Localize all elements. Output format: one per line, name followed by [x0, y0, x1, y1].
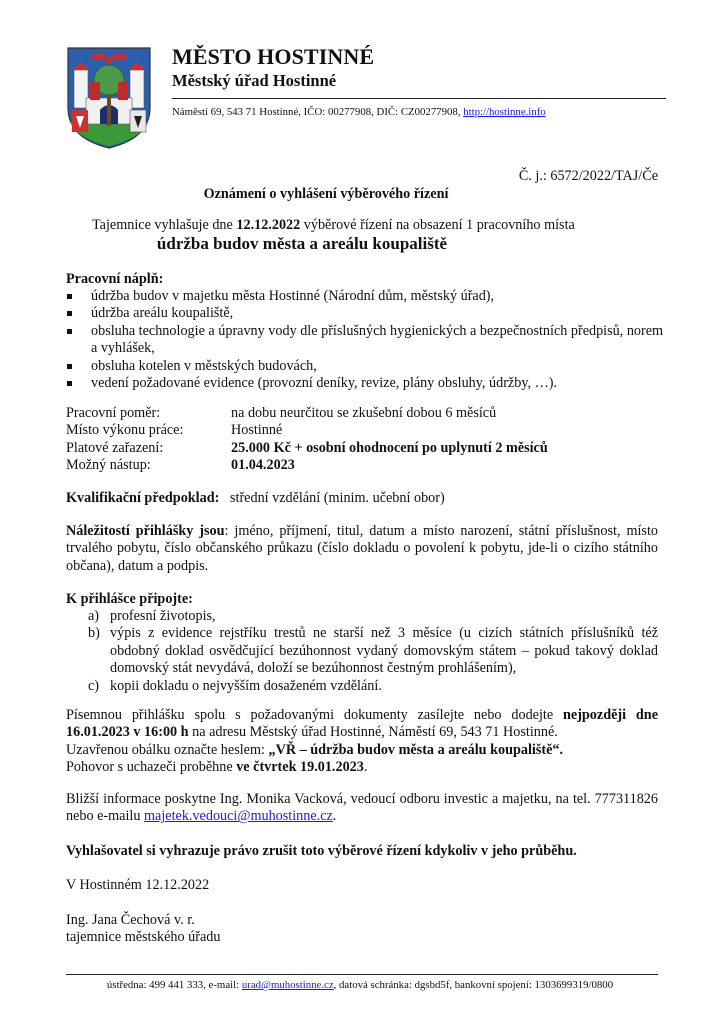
item-marker: b): [88, 625, 100, 642]
text: , datová schránka: dgsbd5f, bankovní spojení: 1303699319/0800: [333, 979, 614, 991]
detail-value: Hostinné: [231, 422, 283, 439]
detail-row: [66, 422, 666, 439]
text: Písemnou přihlášku spolu s požadovanými dokumenty zasílejte nebo dodejte: [66, 707, 563, 723]
interview-date: ve čtvrtek 19.01.2023: [236, 759, 364, 776]
duty-item: údržba budov v majetku města Hostinné (Národní dům, městský úřad),: [66, 288, 666, 305]
contact-text: Bližší informace poskytne Ing. Monika Vacková, vedoucí odboru investic a majetku, na tel. 777311826 nebo e-mailu: [66, 791, 658, 825]
detail-value: na dobu neurčitou se zkušební dobou 6 měsíců: [231, 405, 497, 421]
envelope-password: [66, 742, 658, 759]
announcement-title: Oznámení o vyhlášení výběrového řízení: [203, 186, 449, 202]
item-marker: c): [88, 677, 100, 694]
requirements-label: Náležitostí přihlášky jsou: [66, 523, 225, 539]
duty-item: vedení požadované evidence (provozní deníky, revize, plány obsluhy, údržby, …).: [66, 375, 666, 392]
salary-value: 25.000 Kč + osobní ohodnocení po uplynutí 2 měsíců: [231, 439, 548, 456]
footer-contact: [0, 979, 722, 991]
attachments-list: [88, 608, 658, 695]
interview-info: [66, 759, 658, 776]
qualification: [66, 490, 445, 507]
signatory-name: Ing. Jana Čechová v. r.: [66, 912, 195, 928]
qualification-value: střední vzdělání (minim. učební obor): [229, 490, 445, 506]
signature: [66, 912, 220, 947]
detail-label: Místo výkonu práce:: [66, 422, 184, 439]
attachments-heading: K přihlášce připojte:: [66, 591, 193, 607]
detail-row: [66, 457, 666, 474]
attachment-item: [88, 625, 658, 677]
office-subtitle: Městský úřad Hostinné: [172, 71, 337, 90]
job-details: [66, 405, 666, 475]
text: .: [363, 759, 368, 776]
qualification-label: Kvalifikační předpoklad:: [66, 490, 220, 506]
text: Uzavřenou obálku označte heslem:: [66, 741, 269, 758]
duty-item: obsluha technologie a úpravny vody dle příslušných hygienických a bezpečnostních předpisů, norem a vyhlášek,: [66, 323, 666, 358]
office-email-link[interactable]: urad@muhostinne.cz: [241, 979, 334, 991]
address-text: Náměstí 69, 543 71 Hostinné, IČO: 00277908, DIČ: CZ00277908,: [172, 106, 464, 118]
duties-list: [66, 288, 666, 392]
office-address: [172, 106, 546, 118]
announce-date: 12.12.2022: [236, 217, 301, 233]
contact-email-link[interactable]: majetek.vedouci@muhostinne.cz: [144, 808, 333, 825]
intro-text: Tajemnice vyhlašuje dne: [92, 217, 237, 233]
signatory-role: tajemnice městského úřadu: [66, 929, 221, 946]
item-text: výpis z evidence rejstříku trestů ne starší než 3 měsíce (u cizích státních příslušníků též obdobný doklad osvědčující bezúhonnost vydaný domovským státem – pokud takový doklad domovský stát nevydává, doloží se bezúhonnost čestným prohlášením),: [110, 625, 658, 677]
duties-heading: Pracovní náplň:: [66, 271, 164, 287]
submission-deadline: [66, 707, 658, 742]
item-text: kopii dokladu o nejvyšším dosaženém vzdělání.: [110, 677, 382, 694]
footer-divider: [66, 974, 658, 975]
duty-item: obsluha kotelen v městských budovách,: [66, 358, 666, 375]
text: na adresu Městský úřad Hostinné, Náměstí 69, 543 71 Hostinné.: [188, 724, 558, 741]
intro-line: [92, 217, 575, 234]
header-divider: [172, 98, 666, 99]
detail-row: [66, 405, 666, 422]
application-requirements: [66, 523, 658, 575]
duty-item: údržba areálu koupaliště,: [66, 305, 666, 322]
website-link[interactable]: http://hostinne.info: [463, 106, 546, 118]
place-date: V Hostinném 12.12.2022: [66, 877, 210, 893]
contact-info: [66, 791, 658, 826]
text: .: [332, 808, 337, 825]
deadline: nejpozději dne 16.01.2023 v 16:00 h: [66, 707, 658, 741]
item-marker: a): [88, 608, 100, 624]
detail-label: Platové zařazení:: [66, 439, 164, 456]
attachment-item: [88, 608, 658, 625]
item-text: profesní životopis,: [110, 608, 216, 624]
text: ústředna: 499 441 333, e-mail:: [106, 979, 242, 991]
disclaimer: Vyhlašovatel si vyhrazuje právo zrušit toto výběrové řízení kdykoliv v jeho průběhu.: [66, 843, 577, 859]
password: „VŘ – údržba budov města a areálu koupaliště“.: [268, 741, 564, 758]
text: Pohovor s uchazeči proběhne: [66, 759, 237, 776]
detail-label: Možný nástup:: [66, 457, 151, 474]
intro-text-after: výběrové řízení na obsazení 1 pracovního místa: [300, 217, 575, 233]
requirements-text: : jméno, příjmení, titul, datum a místo narození, státní příslušnost, místo trvalého pobytu, číslo občanského průkazu (číslo dokladu o povolení k pobytu, jde-li o cizího státního občana), datum a podpis.: [66, 523, 658, 574]
submission-info: [66, 707, 658, 777]
municipality-title: MĚSTO HOSTINNÉ: [172, 44, 375, 69]
position-title: údržba budov města a areálu koupaliště: [156, 234, 448, 253]
detail-row: [66, 440, 666, 457]
coat-of-arms-icon: [66, 46, 152, 150]
start-date-value: 01.04.2023: [231, 457, 295, 474]
detail-label: Pracovní poměr:: [66, 405, 161, 421]
reference-number: Č. j.: 6572/2022/TAJ/Če: [518, 168, 658, 184]
attachment-item: [88, 678, 658, 695]
